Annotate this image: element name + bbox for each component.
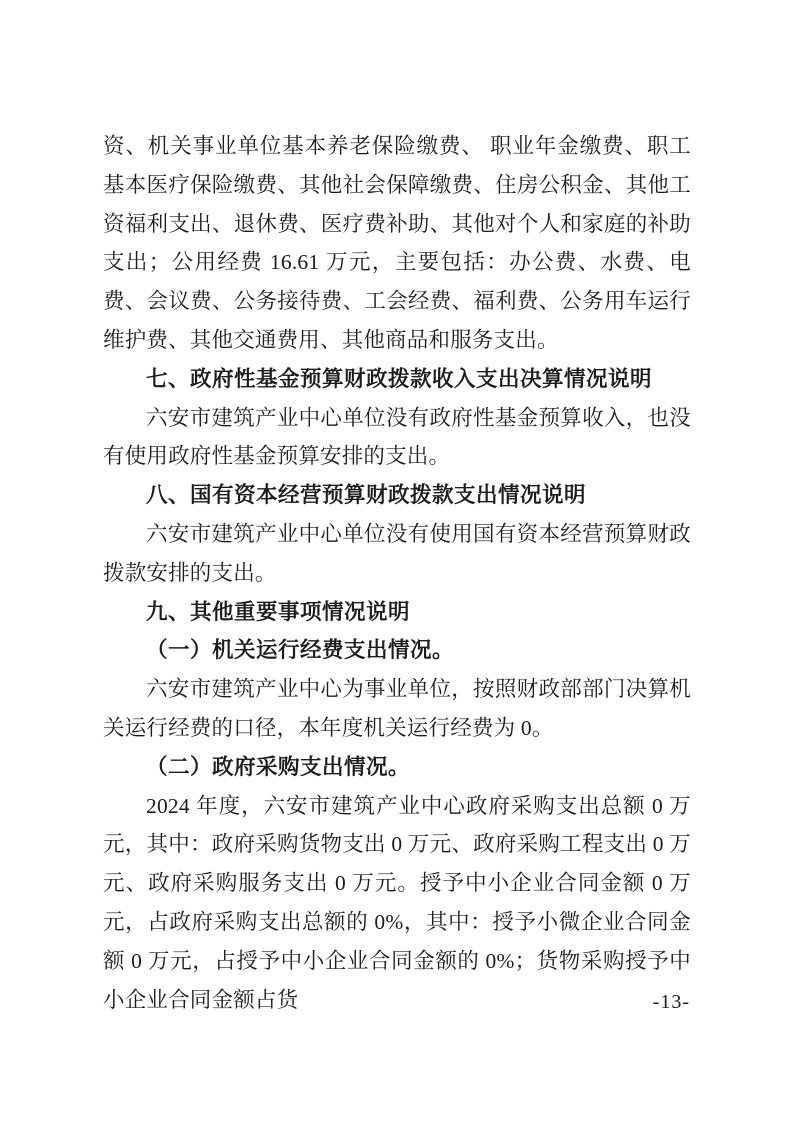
page-number: -13- [652, 991, 690, 1013]
section-heading: （一）机关运行经费支出情况。 [146, 638, 455, 663]
section-heading: 七、政府性基金预算财政拨款收入支出决算情况说明 [146, 366, 653, 391]
body-paragraph: 六安市建筑产业中心单位没有政府性基金预算收入，也没有使用政府性基金预算安排的支出。 [103, 405, 691, 469]
body-paragraph: 2024 年度，六安市建筑产业中心政府采购支出总额 0 万元，其中：政府采购货物支出 0 万元、政府采购工程支出 0 万元、政府采购服务支出 0 万元。授予中小企业合同金额 0 万元，占政府采购支出总额的 0%，其中：授予小微企业合同金额 0 万元，占授予中小企业合同金额的 0%；货物采购授予中小企业合同金额占货 [103, 793, 691, 1012]
body-paragraph: 六安市建筑产业中心单位没有使用国有资本经营预算财政拨款安排的支出。 [103, 521, 691, 585]
section-heading: 八、国有资本经营预算财政拨款支出情况说明 [146, 483, 587, 508]
document-body [103, 127, 691, 1019]
section-heading: （二）政府采购支出情况。 [146, 754, 411, 779]
section-heading: 九、其他重要事项情况说明 [146, 599, 411, 624]
body-paragraph: 资、机关事业单位基本养老保险缴费、 职业年金缴费、职工基本医疗保险缴费、其他社会保障缴费、住房公积金、其他工资福利支出、退休费、医疗费补助、其他对个人和家庭的补助支出；公用经费 16.61 万元，主要包括：办公费、水费、电费、会议费、公务接待费、工会经费、福利费、公务用车运行维护费、其他交通费用、其他商品和服务支出。 [103, 134, 691, 352]
body-paragraph: 六安市建筑产业中心为事业单位，按照财政部部门决算机关运行经费的口径，本年度机关运行经费为 0。 [103, 677, 691, 740]
